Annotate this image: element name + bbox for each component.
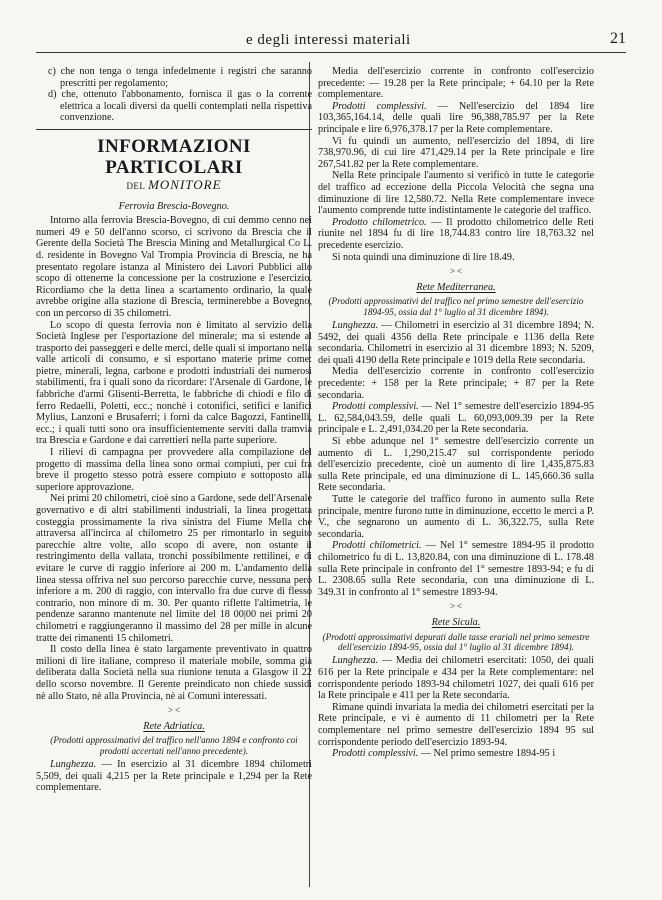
paragraph: Media dell'esercizio corrente in confronto coll'esercizio precedente: + 158 per la Rete principale; + 87 per la Rete secondaria. [318, 366, 594, 401]
prod-compl-label: Prodotti complessivi. [332, 100, 427, 112]
sic-prod-text: — Nel primo semestre 1894-95 i [418, 748, 556, 760]
paragraph: Nei primi 20 chilometri, cioè sino a Gardone, sede dell'Arsenale governativo e di altri stabilimenti industriali, la linea progettata costeggia prossimamente la riva sinistra del Fiume Mella che attraversa all'incirca al chilometro 25 per rimontarlo in seguito parecchie altre volte, allo scopo di avere, non ostante il restringimento della vallata, tronchi possibilmente rettilinei, e di evitare le curve di raggio inferiore ai 200 m. L'andamento della linea stessa offriva nel suo percorso parecchie curve, nessuna però inferiore a m. 200 di raggio, con intervallo fra due curve di flesso contrario, non minore di m. 30. Per quanto riflette l'altimetria, le pendenze saranno mantenute nel limite del 18 00|00 nei primi 20 chilometri e raggiungeranno il massimo del 28 per mille in alcune tratte dei rimanenti 15 chilometri. [36, 493, 312, 644]
prod-km-text: — Il prodotto chilometrico delle Reti riunite nel 1894 fu di lire 18,744.83 contro lire 18,763.32 nel precedente esercizio. [318, 216, 594, 251]
prodotti-complessivi [318, 101, 594, 136]
paragraph: Il costo della linea è stato largamente preventivato in quattro milioni di lire italiane, compreso il materiale mobile, somma già deliberata dalla Società nella sua riunione tenuta a Glasgow il 22 dello scorso novembre. Il Gerente preindicato non chiede sussidi nè allo Stato, nè alla Provincia, nè ai Comuni interessati. [36, 644, 312, 702]
sicula-prodotti [318, 748, 594, 760]
paragraph: I rilievi di campagna per provvedere alla compilazione del progetto di massima della linea sono ormai compiuti, per cui fra breve il progetto stesso potrà essere compiuto e sottoposto alla superiore approvazione. [36, 447, 312, 493]
running-head [36, 30, 626, 53]
sic-prod-label: Prodotti complessivi. [332, 748, 419, 760]
sic-lung-text: — Media dei chilometri esercitati: 1050, dei quali 616 per la Rete principale e 434 per la Rete complementare: nel corrispondente periodo 1893-94 chilometri 1027, dei quali 616 per la Rete principale e 411 per la Rete secondaria. [318, 655, 594, 702]
sic-lung-label: Lunghezza. [332, 655, 379, 667]
paragraph: Media dell'esercizio corrente in confronto coll'esercizio precedente: — 19.28 per la Rete principale; + 64.10 per la Rete complementare. [318, 66, 594, 101]
subheading-title: MONITORE [148, 176, 222, 192]
diminuzione-note: Si nota quindi una diminuzione di lire 18.49. [332, 251, 515, 263]
page-number: 21 [610, 30, 626, 47]
ornament: > < [450, 601, 462, 612]
mediterranea-note: (Prodotti approssimativi del traffico nel primo semestre dell'esercizio 1894-95, ossia dal 1° luglio al 31 dicembre 1894). [328, 296, 584, 317]
adriatica-title: Rete Adriatica. [143, 720, 205, 732]
intro-item-d: d) che, ottenuto l'abbonamento, fornisca il gas o la corrente elettrica a locali diversi da quelli contemplati nella rispettiva convenzione. [48, 89, 312, 124]
mediterranea-title: Rete Mediterranea. [416, 281, 496, 293]
left-column [36, 66, 312, 794]
paragraph: Lo scopo di questa ferrovia non è limitato al servizio della Società Inglese per l'esportazione del minerale; ma si estende al trasporto dei passeggeri e delle merci, delle quali si importano nella valle articoli di consumo, e si esportano materie prime come: pietre, minerali, legna, carbone e prodotti industriali dei numerosi stabilimenti, fra i quali sono da ricordare: l'Arsenale di Gardone, le fabbriche d'armi Glisenti-Berretta, le fabbriche di chiodi e filo di ferro Redaelli, Poletti, ecc.; nonchè i cotonifici, setifici e lanifici Mylius, Lanzoni e Brusaferri; i forni da calce Bagozzi, Fantinelli, ecc.; i quali tutti sono ora insufficientemente serviti dalla tramvia tra Brescia e Gardone e dai carrettieri nella parte superiore. [36, 319, 312, 447]
med-km-label: Prodotti chilometrici. [332, 540, 422, 552]
prodotto-chilometrico [318, 217, 594, 252]
ornament: > < [450, 266, 462, 277]
paragraph: Si ebbe adunque nel 1° semestre dell'esercizio corrente un aumento di L. 1,290,215.47 sul corrispondente periodo dell'esercizio precedente, cioè un aumento di lire 1,435,875.83 sulla Rete principale, ed una diminuzione di L. 145,660.36 sulla Rete secondaria. [318, 436, 594, 494]
ferrovia-title: Ferrovia Brescia-Bovegno. [118, 200, 230, 212]
med-prod-text: — Nel 1° semestre dell'esercizio 1894-95 L. 62,584,043.59, delle quali L. 60,093,009.39 per la Rete principale e L. 2,491,034.20 per la Rete secondaria. [318, 401, 594, 436]
lunghezza-text: — In esercizio al 31 dicembre 1894 chilometri 5,509, dei quali 4,215 per la Rete principale e 1,294 per la Rete complementare. [36, 759, 312, 794]
prod-compl-text: — Nell'esercizio del 1894 lire 103,365,164.14, delle quali lire 96,388,785.97 per la Rete principale e lire 6,976,378.17 per la Rete complementare. [318, 100, 594, 135]
med-prod-label: Prodotti complessivi. [332, 401, 419, 413]
intro-item-c: c) che non tenga o tenga infedelmente i registri che saranno prescritti per regolamento; [48, 66, 312, 89]
adriatica-note: (Prodotti approssimativi del traffico nell'anno 1894 e confronto coi prodotti accertati nell'anno precedente). [50, 735, 298, 756]
paragraph: Vi fu quindi un aumento, nell'esercizio del 1894, di lire 738,970.96, di cui lire 471,429.14 per la Rete principale e lire 267,541.82 per la Rete complementare. [318, 135, 594, 170]
paragraph: Tutte le categorie del traffico furono in aumento sulla Rete principale, mentre furono tutte in diminuzione, eccetto le merci a P. V., che segnarono un aumento di L. 36,322.75, sulla Rete secondaria. [318, 494, 594, 540]
running-head-title: e degli interessi materiali [246, 32, 411, 48]
paragraph: Rimane quindi invariata la media dei chilometri esercitati per la Rete principale, e vi è aumento di 11 chilometri per la Rete complementare nel primo semestre dell'esercizio 1894 95 sul corrispondente periodo dell'esercizio 1893-94. [318, 701, 594, 748]
section-subheading [36, 176, 312, 193]
prod-km-label: Prodotto chilometrico. [332, 216, 427, 228]
adriatica-lunghezza [36, 759, 312, 794]
subheading-prefix: DEL [126, 180, 146, 191]
ornament: > < [168, 705, 180, 716]
med-km-text: — Nel 1° semestre 1894-95 il prodotto chilometrico fu di L. 13,820.84, con una diminuzione di L. 178.48 sulla Rete principale in confronto del 1° semestre 1893-94; e fu di L. 2308.65 sulla Rete secondaria, con una diminuzione di L. 349.31 in confronto al 1° semestre 1893-94. [318, 540, 595, 598]
paragraph: Intorno alla ferrovia Brescia-Bovegno, di cui demmo cenno nei numeri 49 e 50 dell'anno scorso, ci scrivono da Brescia che il Gerente della Società The Brescia Mining and Metallurgical Co L. d. residente in Bovegno Val Trompia Provincia di Brescia, ne ha presentato regolare istanza al Ministero dei Lavori Pubblici allo scopo di ottenerne la concessione per la costruzione e l'esercizio. Ricordiamo che la detta linea a scartamento ordinario, la quale avrebbe origine alla stazione di Brescia, terminerebbe a Bovegno, con un percorso di 35 chilometri. [36, 215, 312, 319]
section-heading: INFORMAZIONI PARTICOLARI [97, 135, 251, 178]
section-rule [36, 129, 312, 130]
lunghezza-label: Lunghezza. [50, 759, 97, 771]
paragraph: Nella Rete principale l'aumento si verificò in tutte le categorie del traffico ad eccezione della Piccola Velocità che segna una diminuzione di lire 12,580.72. Nella Rete complementare invece l'aumento comprende tutte indistintamente le categorie del traffico. [318, 170, 594, 217]
sicula-title: Rete Sicula. [431, 616, 481, 628]
mediterranea-lunghezza [318, 320, 594, 366]
right-column [318, 66, 594, 760]
sicula-note: (Prodotti approssimativi depurati dalle tasse erariali nel primo semestre dell'esercizio 1894-95, ossia dal 1° luglio al 31 dicembre 1894). [322, 631, 590, 652]
med-lung-text: — Chilometri in esercizio al 31 dicembre 1894; N. 5492, dei quali 4356 della Rete principale e 1136 della Rete secondaria. Chilometri in esercizio al 31 dicembre 1893; N. 5209, dei quali 4190 della Rete principale e 1019 della Rete secondaria. [318, 320, 594, 366]
mediterranea-chilometrici [318, 540, 594, 598]
med-lung-label: Lunghezza. [332, 320, 379, 332]
mediterranea-prodotti [318, 401, 594, 436]
sicula-lunghezza [318, 655, 594, 701]
